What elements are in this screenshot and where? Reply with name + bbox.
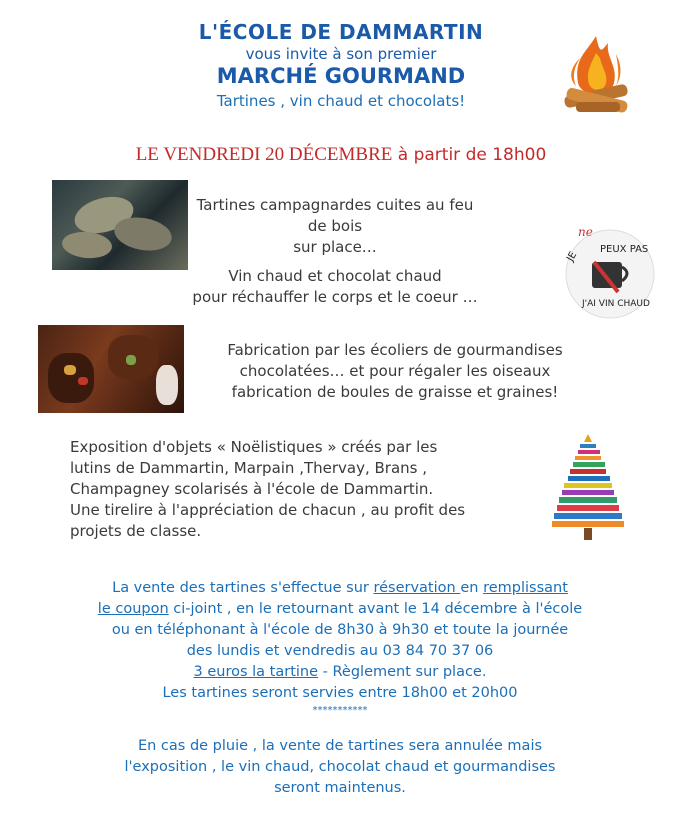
campfire-icon: [556, 28, 636, 118]
badge-handwritten-ne: ne: [578, 225, 593, 239]
text-span: - Règlement sur place.: [318, 664, 487, 680]
text-line: ou en téléphonant à l'école de 8h30 à 9h30 et toute la journée: [111, 622, 569, 638]
date-main: LE VENDREDI 20 DÉCEMBRE: [135, 144, 393, 165]
event-date: [0, 144, 682, 166]
text-line: pour réchauffer le corps et le coeur …: [192, 288, 478, 306]
text-line: lutins de Dammartin, Marpain ,Thervay, Brans ,: [70, 459, 428, 477]
tartines-photo: [52, 180, 188, 270]
event-title: MARCHÉ GOURMAND: [216, 64, 466, 88]
text-line: chocolatées… et pour régaler les oiseaux: [239, 362, 551, 380]
text-line: fabrication de boules de graisse et graines!: [231, 383, 559, 401]
text-span: réservation: [373, 580, 461, 596]
price: 3 euros la tartine: [193, 664, 319, 680]
reservation-info: [55, 578, 625, 718]
text-line: sur place…: [293, 238, 377, 256]
text-line: l'exposition , le vin chaud, chocolat chaud et gourmandises: [124, 759, 556, 775]
badge-text-top: PEUX PAS: [600, 244, 649, 255]
text-line: Fabrication par les écoliers de gourmandises: [227, 341, 563, 359]
chocolates-photo: [38, 325, 184, 413]
badge-text-je: JE: [565, 249, 580, 264]
text-span: en: [460, 580, 484, 596]
page-title: L'ÉCOLE DE DAMMARTIN: [198, 20, 484, 44]
badge-text-bottom: J'AI VIN CHAUD: [582, 299, 650, 309]
text-line: projets de classe.: [70, 522, 202, 540]
rain-notice: [70, 736, 610, 799]
date-time: à partir de 18h00: [392, 145, 547, 165]
text-line: Champagney scolarisés à l'école de Dammartin.: [70, 480, 434, 498]
text-span: le coupon: [97, 601, 169, 617]
christmas-tree-icon: [548, 432, 628, 544]
text-line: [55, 599, 625, 620]
text-line: Tartines campagnardes cuites au feu de bois: [196, 196, 474, 235]
text-line: [55, 578, 625, 599]
text-line: En cas de pluie , la vente de tartines sera annulée mais: [137, 738, 543, 754]
text-line: seront maintenus.: [274, 780, 406, 796]
vin-chaud-text: [150, 266, 520, 308]
text-line: Une tirelire à l'appréciation de chacun , au profit des: [70, 501, 466, 519]
phone-number: 03 84 70 37 06: [382, 643, 494, 659]
text-span: ci-joint , en le retournant avant le 14 décembre à l'école: [168, 601, 583, 617]
text-line: [55, 641, 625, 662]
separator: ***********: [312, 705, 368, 716]
text-line: Exposition d'objets « Noëlistiques » créés par les: [70, 438, 438, 456]
fabrication-text: [190, 340, 600, 403]
text-span: des lundis et vendredis au: [186, 643, 383, 659]
text-span: remplissant: [483, 580, 568, 596]
tartines-text: [185, 195, 485, 258]
event-subtitle: Tartines , vin chaud et chocolats!: [216, 92, 466, 110]
text-line: Vin chaud et chocolat chaud: [228, 267, 442, 285]
vin-chaud-badge: [560, 222, 660, 322]
exposition-text: [70, 437, 550, 542]
text-line: [55, 662, 625, 683]
text-line: Les tartines seront servies entre 18h00 et 20h00: [162, 685, 518, 701]
invite-line: vous invite à son premier: [245, 45, 437, 63]
text-span: La vente des tartines s'effectue sur: [112, 580, 374, 596]
